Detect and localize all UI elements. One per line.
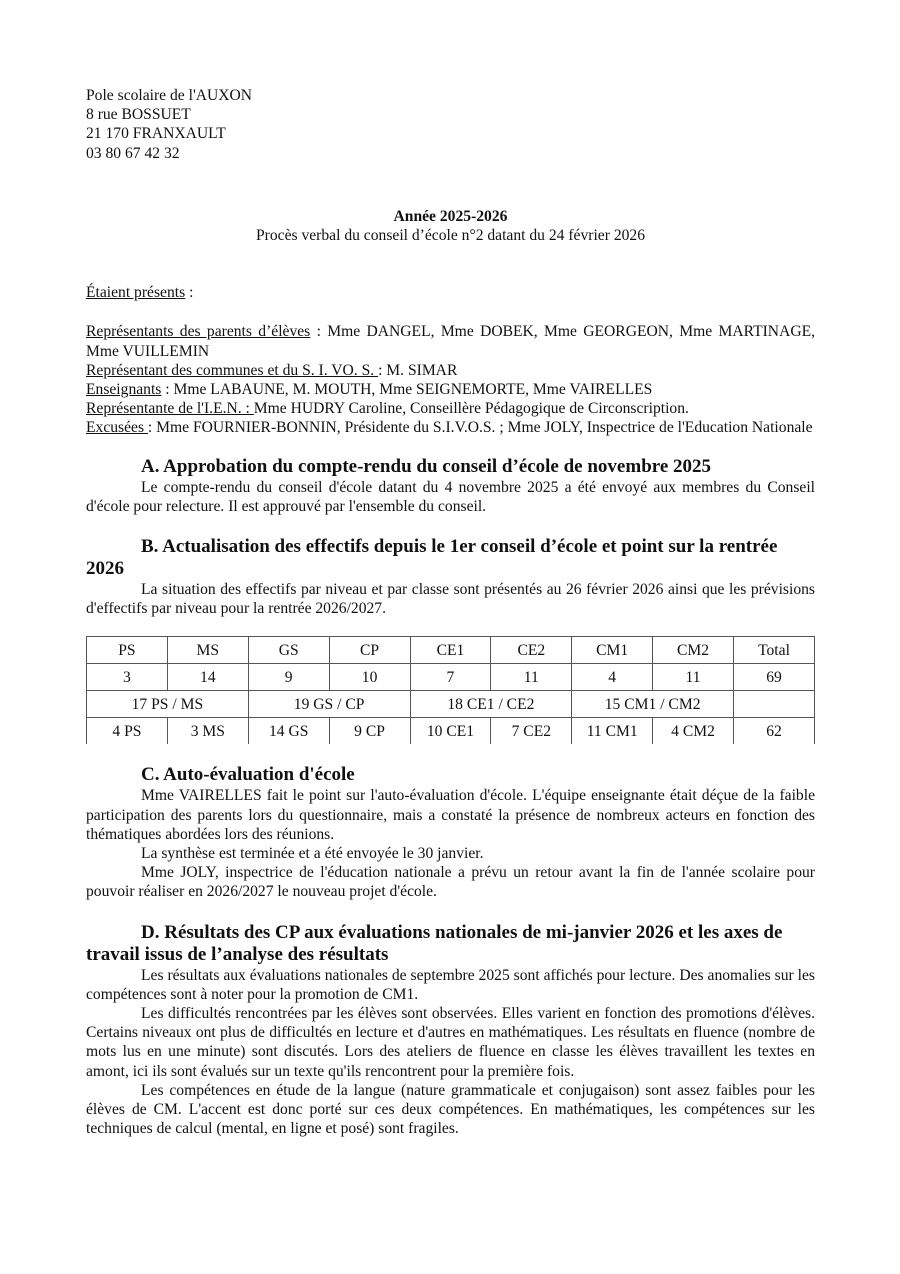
table-cell: 15 CM1 / CM2 — [572, 691, 734, 718]
section-c-paragraph-2: La synthèse est terminée et a été envoyée le 30 janvier. — [141, 845, 484, 862]
section-a — [86, 456, 815, 516]
attendees-ien — [86, 399, 815, 418]
table-cell: 4 CM2 — [653, 718, 734, 745]
present-heading — [86, 283, 815, 302]
table-cell: 9 — [248, 664, 329, 691]
parents-value: : Mme DANGEL, Mme DOBEK, Mme GEORGEON, Mme MARTINAGE, Mme VUILLEMIN — [86, 323, 816, 360]
ien-label: Représentante de l'I.E.N. : — [86, 400, 254, 418]
section-c-paragraph-3: Mme JOLY, inspectrice de l'éducation nationale a prévu un retour avant la fin de l'année scolaire pour pouvoir réaliser en 2026/2027 le nouveau projet d'école. — [86, 864, 815, 901]
communes-label: Représentant des communes et du S. I. VO. S. — [86, 361, 379, 379]
document-subtitle: Procès verbal du conseil d’école n°2 datant du 24 février 2026 — [255, 226, 646, 244]
section-a-title: A. Approbation du compte-rendu du conseil d’école de novembre 2025 — [141, 455, 712, 477]
table-cell: 10 — [329, 664, 410, 691]
table-row-forecast — [87, 718, 815, 745]
enrollment-table — [86, 636, 815, 744]
table-header-cell: Total — [734, 637, 815, 664]
table-cell: 3 MS — [167, 718, 248, 745]
section-b-title: B. Actualisation des effectifs depuis le 1er conseil d’école et point sur la rentrée 2026 — [86, 535, 778, 579]
section-d-title: D. Résultats des CP aux évaluations nationales de mi-janvier 2026 et les axes de travail issus de l’analyse des résultats — [86, 921, 783, 965]
section-d-paragraph-2: Les difficultés rencontrées par les élèves sont observées. Elles varient en fonction des promotions d'élèves. Certains niveaux ont plus de difficultés en lecture et d'autres en mathématiques. Les résultats en fluence (nombre de mots lus en une minute) sont discutés. Lors des ateliers de fluence en classe les élèves travaillent les textes en amont, ici ils sont évalués sur un texte qu'ils rencontrent pour la première fois. — [86, 1005, 815, 1080]
table-cell: 69 — [734, 664, 815, 691]
table-cell: 18 CE1 / CE2 — [410, 691, 572, 718]
school-address — [86, 86, 815, 163]
table-header-cell: CE2 — [491, 637, 572, 664]
table-cell: 62 — [734, 718, 815, 745]
address-line-school: Pole scolaire de l'AUXON — [86, 87, 253, 104]
teachers-value: : Mme LABAUNE, M. MOUTH, Mme SEIGNEMORTE, Mme VAIRELLES — [161, 380, 653, 398]
table-header-cell: PS — [87, 637, 168, 664]
table-header-cell: CM2 — [653, 637, 734, 664]
table-header-cell: GS — [248, 637, 329, 664]
document-year-title: Année 2025-2026 — [393, 207, 508, 225]
table-cell: 19 GS / CP — [248, 691, 410, 718]
table-row-classes — [87, 691, 815, 718]
section-a-paragraph-1: Le compte-rendu du conseil d'école datant du 4 novembre 2025 a été envoyé aux membres du Conseil d'école pour relecture. Il est approuvé par l'ensemble du conseil. — [86, 478, 815, 515]
communes-value: : M. SIMAR — [378, 361, 458, 379]
table-cell: 14 — [167, 664, 248, 691]
ien-value: Mme HUDRY Caroline, Conseillère Pédagogique de Circonscription. — [253, 400, 689, 418]
table-cell: 4 — [572, 664, 653, 691]
attendees-list — [86, 322, 815, 437]
table-cell: 7 — [410, 664, 491, 691]
section-b-paragraph-1: La situation des effectifs par niveau et par classe sont présentés au 26 février 2026 ainsi que les prévisions d'effectifs par niveau pour la rentrée 2026/2027. — [86, 580, 815, 618]
address-line-city: 21 170 FRANXAULT — [86, 125, 226, 143]
table-cell: 11 CM1 — [572, 718, 653, 745]
parents-label: Représentants des parents d’élèves — [86, 323, 311, 341]
attendees-excused — [86, 418, 815, 437]
table-header-cell: CP — [329, 637, 410, 664]
address-line-street: 8 rue BOSSUET — [86, 106, 191, 124]
table-cell: 11 — [491, 664, 572, 691]
section-c-paragraph-1: Mme VAIRELLES fait le point sur l'auto-évaluation d'école. L'équipe enseignante était déçue de la faible participation des parents lors du questionnaire, mais a constaté la présence de nombreux acteurs en fonction des thématiques abordées lors des réunions. — [86, 787, 815, 843]
attendees-communes — [86, 361, 815, 380]
present-suffix: : — [185, 284, 194, 302]
table-header-row — [87, 637, 815, 664]
section-d-paragraph-1: Les résultats aux évaluations nationales de septembre 2025 sont affichés pour lecture. Des anomalies sur les compétences sont à noter pour la promotion de CM1. — [86, 966, 815, 1003]
document-page — [86, 86, 815, 1138]
table-cell: 3 — [87, 664, 168, 691]
excused-label: Excusées — [86, 419, 148, 437]
table-header-cell: MS — [167, 637, 248, 664]
address-phone: 03 80 67 42 32 — [86, 144, 180, 162]
section-c-title: C. Auto-évaluation d'école — [141, 764, 355, 786]
attendees-teachers — [86, 380, 815, 399]
table-cell: 17 PS / MS — [87, 691, 249, 718]
table-header-cell: CE1 — [410, 637, 491, 664]
table-cell: 14 GS — [248, 718, 329, 745]
table-cell: 9 CP — [329, 718, 410, 745]
section-c — [86, 764, 815, 901]
teachers-label: Enseignants — [86, 380, 162, 398]
table-cell: 7 CE2 — [491, 718, 572, 745]
attendees-parents — [86, 322, 815, 360]
table-row-counts — [87, 664, 815, 691]
section-d — [86, 922, 815, 1139]
table-cell: 11 — [653, 664, 734, 691]
section-b — [86, 536, 815, 618]
table-cell: 4 PS — [87, 718, 168, 745]
table-cell — [734, 691, 815, 718]
table-header-cell: CM1 — [572, 637, 653, 664]
table-cell: 10 CE1 — [410, 718, 491, 745]
section-d-paragraph-3: Les compétences en étude de la langue (nature grammaticale et conjugaison) sont assez faibles pour les élèves de CM. L'accent est donc porté sur ces deux compétences. En mathématiques, les compétences sur les techniques de calcul (mental, en ligne et posé) sont fragiles. — [86, 1081, 815, 1138]
present-label: Étaient présents — [86, 284, 186, 302]
excused-value: : Mme FOURNIER-BONNIN, Présidente du S.I.V.O.S. ; Mme JOLY, Inspectrice de l'Education Nationale — [147, 419, 813, 437]
